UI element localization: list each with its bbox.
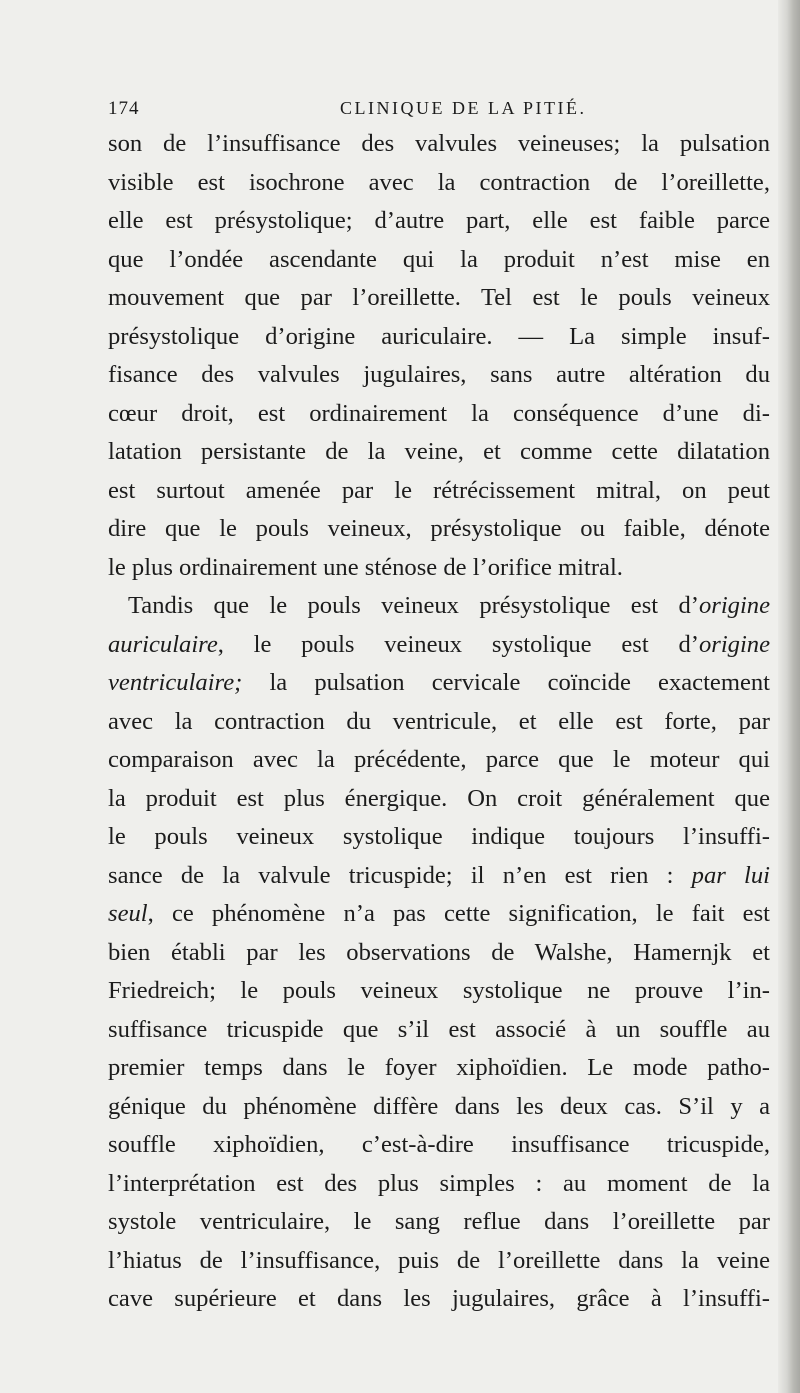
text-line: fisance des valvules jugulaires, sans autre altération du [108,361,770,388]
text-line: Friedreich; le pouls veineux systolique ne prouve l’in- [108,977,770,1004]
text-line: le pouls veineux systolique indique toujours l’insuffi- [108,823,770,850]
text-line: sance de la valvule tricuspide; il n’en est rien : par lui [108,861,770,889]
text-line: cœur droit, est ordinairement la conséquence d’une di- [108,399,770,427]
page-edge-shadow [778,0,800,1393]
text-line: dire que le pouls veineux, présystolique ou faible, dénote [108,515,770,542]
text-line: premier temps dans le foyer xiphoïdien. Le mode patho- [108,1054,770,1081]
text-line: auriculaire, le pouls veineux systolique est d’origine [108,630,770,658]
text-line: seul, ce phénomène n’a pas cette signification, le fait est [108,900,770,927]
text-line: est surtout amenée par le rétrécissement mitral, on peut [108,476,770,504]
running-title: CLINIQUE DE LA PITIÉ. [340,98,587,118]
text-line: bien établi par les observations de Walshe, Hamernjk et [108,938,770,966]
text-line: génique du phénomène diffère dans les deux cas. S’il y a [108,1092,770,1120]
body-text [108,125,770,1319]
text-line: souffle xiphoïdien, c’est-à-dire insuffisance tricuspide, [108,1131,770,1158]
text-line: latation persistante de la veine, et comme cette dilatation [108,438,770,465]
text-line: visible est isochrone avec la contraction de l’oreillette, [108,168,770,196]
page-number: 174 [108,98,140,119]
italic-phrase: seul [108,900,148,927]
italic-phrase: origine [698,592,770,619]
italic-phrase: origine [698,630,770,658]
text-line: présystolique d’origine auriculaire. — La simple insuf- [108,322,770,350]
italic-phrase: par lui [691,861,770,889]
italic-phrase: auriculaire [108,630,218,658]
text-line: Tandis que le pouls veineux présystolique est d’origine [128,592,770,619]
text-line: que l’ondée ascendante qui la produit n’est mise en [108,245,770,273]
text-line: systole ventriculaire, le sang reflue dans l’oreillette par [108,1208,770,1235]
text-line: le plus ordinairement une sténose de l’orifice mitral. [108,553,623,581]
text-line: l’interprétation est des plus simples : au moment de la [108,1169,770,1197]
text-line: mouvement que par l’oreillette. Tel est le pouls veineux [108,284,770,311]
text-line: comparaison avec la précédente, parce que le moteur qui [108,746,770,773]
text-line: la produit est plus énergique. On croit généralement que [108,784,770,812]
text-line: avec la contraction du ventricule, et elle est forte, par [108,707,770,735]
text-line: elle est présystolique; d’autre part, elle est faible parce [108,207,770,234]
text-line: l’hiatus de l’insuffisance, puis de l’oreillette dans la veine [108,1246,770,1274]
text-line: suffisance tricuspide que s’il est associé à un souffle au [108,1015,770,1043]
text-line: cave supérieure et dans les jugulaires, grâce à l’insuffi- [108,1285,770,1312]
page-header [108,98,768,122]
italic-phrase: ventriculaire; [108,669,243,696]
text-line: son de l’insuffisance des valvules veineuses; la pulsation [108,130,770,157]
text-line: ventriculaire; la pulsation cervicale coïncide exactement [108,669,770,696]
